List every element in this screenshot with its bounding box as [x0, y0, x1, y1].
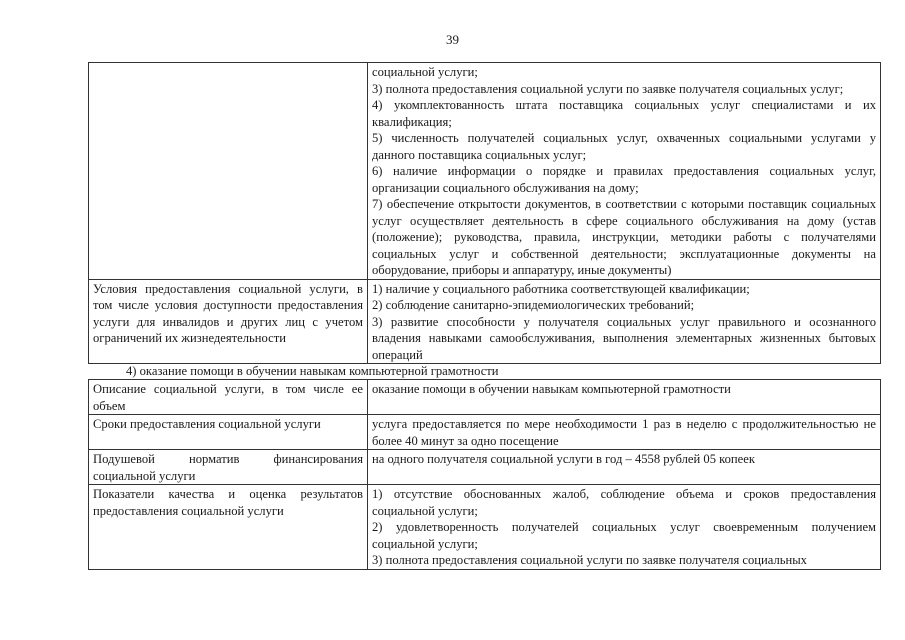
- value-paragraph: 2) удовлетворенность получателей социальных услуг своевременным получением социальной услуги;: [372, 520, 876, 551]
- value-paragraph: 7) обеспечение открытости документов, в соответствии с которыми поставщик социальных услуг осуществляет деятельность в сфере социального обслуживания на дому (устав (положение); руководства, правила, инструкции, методики работы с получателями социальных услуг и собственной деятельности; эксплуатационные документы на оборудование, приборы и аппаратуру, иные документы): [372, 197, 876, 277]
- table-row: [89, 63, 881, 280]
- row-value-cell: [368, 279, 881, 364]
- row-label-cell: Сроки предоставления социальной услуги: [89, 415, 368, 450]
- value-paragraph: социальной услуги;: [372, 65, 478, 79]
- value-paragraph: услуга предоставляется по мере необходимости 1 раз в неделю с продолжительностью не более 40 минут за одно посещение: [372, 417, 876, 448]
- services-table-bottom: [88, 379, 881, 570]
- row-value-cell: [368, 485, 881, 570]
- value-paragraph: 5) численность получателей социальных услуг, охваченных социальными услугами у данного поставщика социальных услуг;: [372, 131, 876, 162]
- table-row: [89, 279, 881, 364]
- value-paragraph: 1) отсутствие обоснованных жалоб, соблюдение объема и сроков предоставления социальной услуги;: [372, 487, 876, 518]
- value-paragraph: 2) соблюдение санитарно-эпидемиологических требований;: [372, 298, 695, 312]
- document-body: [88, 62, 881, 570]
- row-value-cell: [368, 380, 881, 415]
- row-label-cell: Описание социальной услуги, в том числе ее объем: [89, 380, 368, 415]
- value-paragraph: на одного получателя социальной услуги в год – 4558 рублей 05 копеек: [372, 452, 755, 466]
- page-number: 39: [446, 32, 459, 47]
- row-label-cell: Условия предоставления социальной услуги, в том числе условия доступности предоставления услуги для инвалидов и других лиц с учетом ограничений их жизнедеятельности: [89, 279, 368, 364]
- row-value-cell: [368, 450, 881, 485]
- value-paragraph: 3) полнота предоставления социальной услуги по заявке получателя социальных услуг;: [372, 81, 844, 96]
- row-label-cell: Подушевой норматив финансирования социальной услуги: [89, 450, 368, 485]
- row-value-cell: [368, 63, 881, 280]
- table-row: [89, 380, 881, 415]
- value-paragraph: 6) наличие информации о порядке и правилах предоставления социальных услуг, организации социального обслуживания на дому;: [372, 164, 876, 195]
- table-row: [89, 415, 881, 450]
- value-paragraph: 3) полнота предоставления социальной услуги по заявке получателя социальных: [372, 553, 807, 567]
- value-paragraph: 3) развитие способности у получателя социальных услуг правильного и осознанного владения навыками самообслуживания, выполнения элементарных жизненных бытовых операций: [372, 314, 876, 362]
- services-table-top: [88, 62, 881, 364]
- section-heading: 4) оказание помощи в обучении навыкам компьютерной грамотности: [126, 364, 499, 378]
- table-row: [89, 450, 881, 485]
- value-paragraph: оказание помощи в обучении навыкам компьютерной грамотности: [372, 382, 731, 396]
- value-paragraph: 4) укомплектованность штата поставщика социальных услуг специалистами и их квалификация;: [372, 98, 876, 129]
- row-label-cell: Показатели качества и оценка результатов предоставления социальной услуги: [89, 485, 368, 570]
- row-value-cell: [368, 415, 881, 450]
- row-label-cell: [89, 63, 368, 280]
- table-row: [89, 485, 881, 570]
- value-paragraph: 1) наличие у социального работника соответствующей квалификации;: [372, 281, 750, 296]
